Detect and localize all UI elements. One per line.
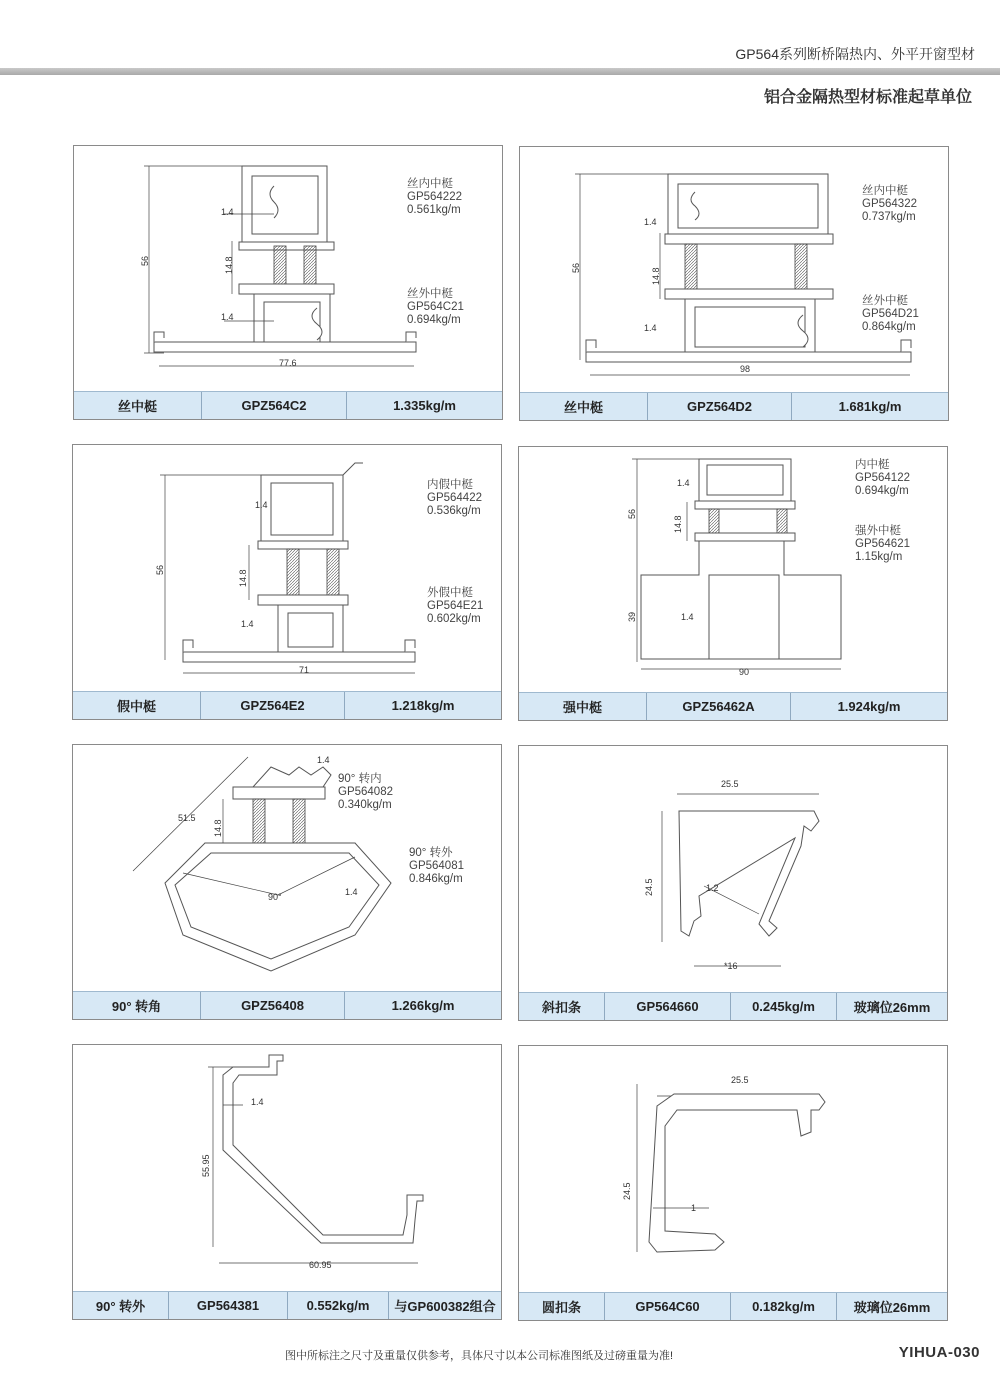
dim-wall-bottom: 1.4 [644, 323, 657, 333]
caption-row [519, 992, 947, 1020]
page-subtitle: 铝合金隔热型材标准起草单位 [763, 89, 972, 106]
caption-row [74, 391, 502, 419]
part-label-1: 90° 转内 GP564082 0.340kg/m [338, 773, 393, 811]
caption-weight: 0.552kg/m [288, 1292, 389, 1319]
caption-weight: 1.924kg/m [837, 699, 901, 714]
panel-gp564660 [518, 745, 948, 1021]
dim-strip: 14.8 [651, 267, 661, 285]
dim-width: 98 [740, 364, 751, 374]
caption-weight: 1.266kg/m [391, 998, 455, 1013]
caption-glass: 玻璃位26mm [853, 1000, 931, 1015]
part-label-2: 丝外中梃 GP564D21 0.864kg/m [862, 295, 919, 333]
caption-weight: 1.681kg/m [838, 399, 902, 414]
caption-type: 丝中梃 [520, 393, 648, 420]
panel-gpz56462a [518, 446, 948, 721]
dim-height: 56 [627, 508, 637, 519]
part-label-1: 内中梃 GP564122 0.694kg/m [855, 459, 910, 497]
caption-row [520, 392, 948, 420]
dim-base: *16 [724, 961, 738, 971]
caption-code: GPZ564E2 [201, 692, 345, 719]
caption-code: GPZ564C2 [202, 392, 347, 419]
dim-wall-top: 1.4 [677, 478, 690, 488]
footer-note: 图中所标注之尺寸及重量仅供参考，具体尺寸以本公司标准图纸及过磅重量为准! [285, 1350, 674, 1362]
dim-strip: 14.8 [238, 569, 248, 587]
caption-type: 90° 转外 [73, 1292, 169, 1319]
dim-top: 25.5 [731, 1075, 749, 1085]
dim-width: 77.6 [279, 358, 297, 368]
header-bar [0, 68, 1000, 75]
caption-weight: 0.182kg/m [731, 1293, 837, 1320]
caption-code: GP564381 [169, 1292, 288, 1319]
caption-type: 假中梃 [73, 692, 201, 719]
caption-row [519, 1292, 947, 1320]
dim-wall-top: 1.4 [255, 500, 268, 510]
caption-type: 圆扣条 [519, 1293, 605, 1320]
panel-gp564c60 [518, 1045, 948, 1321]
dim-width: 60.95 [309, 1260, 332, 1270]
dim-wall-bottom: 1.4 [241, 619, 254, 629]
part-label-1: 丝内中梃 GP564222 0.561kg/m [407, 178, 462, 216]
caption-glass: 玻璃位26mm [853, 1300, 931, 1315]
caption-code: GP564660 [605, 993, 731, 1020]
caption-weight: 0.245kg/m [731, 993, 837, 1020]
caption-combo: 与GP600382组合 [394, 1299, 496, 1314]
panel-gpz564c2 [73, 145, 503, 420]
part-label-2: 强外中梃 GP564621 1.15kg/m [855, 525, 910, 563]
caption-code: GPZ564D2 [648, 393, 792, 420]
caption-row [73, 991, 501, 1019]
dim-wall-bottom: 1.4 [221, 312, 234, 322]
dim-wall: 1 [691, 1203, 697, 1213]
dim-wall-top: 1.4 [221, 207, 234, 217]
caption-row [519, 692, 947, 720]
profile-drawing [73, 1045, 503, 1293]
series-title: GP564系列断桥隔热内、外平开窗型材 [735, 46, 975, 62]
caption-code: GP564C60 [605, 1293, 731, 1320]
dim-width: 90 [739, 667, 750, 677]
dim-width: 71 [299, 665, 310, 675]
dim-height: 56 [571, 262, 581, 273]
panel-gpz56408 [72, 744, 502, 1020]
panel-gpz564d2 [519, 146, 949, 421]
part-label-2: 90° 转外 GP564081 0.846kg/m [409, 847, 464, 885]
caption-weight: 1.218kg/m [391, 698, 455, 713]
dim-wall-side: 1.4 [345, 887, 358, 897]
dim-wall-bottom: 1.4 [681, 612, 694, 622]
caption-code: GPZ56408 [201, 992, 345, 1019]
part-label-1: 内假中梃 GP564422 0.536kg/m [427, 479, 482, 517]
caption-type: 90° 转角 [73, 992, 201, 1019]
dim-top: 25.5 [721, 779, 739, 789]
dim-height: 56 [140, 255, 150, 266]
dim-wall-top: 1.4 [317, 755, 330, 765]
part-label-2: 外假中梃 GP564E21 0.602kg/m [427, 587, 484, 625]
dim-side: 51.5 [178, 813, 196, 823]
page-code: YIHUA-030 [898, 1344, 980, 1361]
caption-type: 强中梃 [519, 693, 647, 720]
dim-angle: 90° [268, 892, 282, 902]
dim-height: 55.95 [201, 1154, 211, 1177]
caption-code: GPZ56462A [647, 693, 791, 720]
dim-height: 24.5 [622, 1182, 632, 1200]
caption-type: 丝中梃 [74, 392, 202, 419]
caption-row [73, 691, 501, 719]
dim-wall-top: 1.4 [644, 217, 657, 227]
dim-height: 24.5 [644, 878, 654, 896]
panel-gpz564e2 [72, 444, 502, 720]
dim-strip: 14.8 [224, 256, 234, 274]
dim-strip: 14.8 [213, 819, 223, 837]
dim-height: 56 [155, 564, 165, 575]
caption-weight: 1.335kg/m [393, 398, 456, 413]
dim-wall: 1.4 [251, 1097, 264, 1107]
caption-row [73, 1291, 501, 1319]
part-label-2: 丝外中梃 GP564C21 0.694kg/m [407, 288, 464, 326]
dim-height2: 39 [627, 611, 637, 622]
caption-type: 斜扣条 [519, 993, 605, 1020]
dim-gap: 1.2 [706, 883, 719, 893]
part-label-1: 丝内中梃 GP564322 0.737kg/m [862, 185, 917, 223]
dim-strip: 14.8 [673, 515, 683, 533]
panel-gp564381 [72, 1044, 502, 1320]
